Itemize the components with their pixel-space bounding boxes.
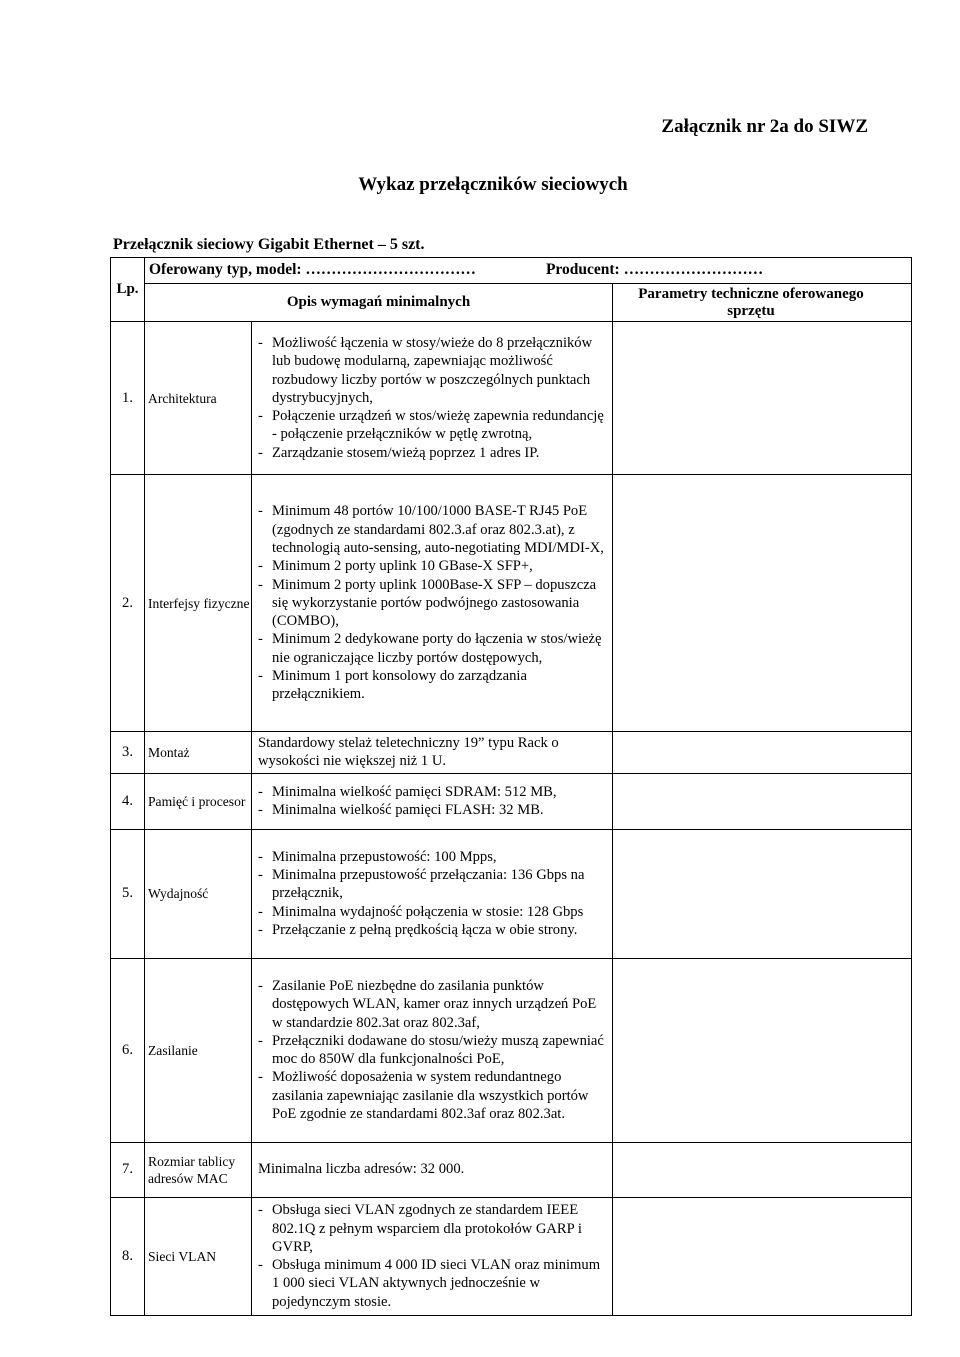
requirements-list: [258, 334, 610, 462]
list-item: - Minimalna wielkość pamięci FLASH: 32 MB.: [258, 801, 610, 819]
offered-parameters-cell[interactable]: [613, 773, 912, 829]
row-number: 4.: [111, 773, 145, 829]
requirements-rows: [111, 322, 912, 1316]
list-item: - Możliwość łączenia w stosy/wieże do 8 przełączników lub budowę modularną, zapewniając możliwość rozbudowy liczby portów w poszczególnych punktach dystrybucyjnych,: [258, 334, 610, 407]
requirements-list: [258, 502, 610, 703]
list-item: - Minimum 2 dedykowane porty do łączenia w stos/wieżę nie ograniczające liczby portów dostępowych,: [258, 630, 610, 667]
list-item: - Przełączanie z pełną prędkością łącza w obie strony.: [258, 921, 610, 939]
list-item: - Minimum 48 portów 10/100/1000 BASE-T RJ45 PoE (zgodnych ze standardami 802.3.af oraz 802.3.at), z technologią auto-sensing, auto-negotiating MDI/MDI-X,: [258, 502, 610, 557]
list-item: - Minimalna wydajność połączenia w stosie: 128 Gbps: [258, 903, 610, 921]
table-row: [111, 322, 912, 475]
row-number: 7.: [111, 1142, 145, 1197]
row-requirements: [252, 773, 613, 829]
requirements-list: [258, 848, 610, 939]
table-row: [111, 732, 912, 774]
offered-parameters-cell[interactable]: [613, 732, 912, 774]
list-item: - Minimalna przepustowość: 100 Mpps,: [258, 848, 610, 866]
document-subtitle: Przełącznik sieciowy Gigabit Ethernet – 5 szt.: [113, 236, 425, 253]
list-item: - Przełączniki dodawane do stosu/wieży muszą zapewniać moc do 850W dla funkcjonalności PoE,: [258, 1032, 610, 1069]
row-category: Interfejsy fizyczne: [145, 475, 252, 732]
list-item: - Minimum 1 port konsolowy do zarządzania przełącznikiem.: [258, 667, 610, 704]
row-requirements: [252, 1197, 613, 1315]
row-requirements: [252, 732, 613, 774]
row-number: 8.: [111, 1197, 145, 1315]
row-number: 3.: [111, 732, 145, 774]
table-row: [111, 1197, 912, 1315]
row-requirements: [252, 829, 613, 958]
requirement-text: Standardowy stelaż teletechniczny 19” typu Rack o wysokości nie większej niż 1 U.: [258, 735, 559, 770]
list-item: - Minimalna przepustowość przełączania: 136 Gbps na przełącznik,: [258, 866, 610, 903]
list-item: - Połączenie urządzeń w stos/wieżę zapewnia redundancję - połączenie przełączników w pętlę zwrotną,: [258, 407, 610, 444]
row-category: Sieci VLAN: [145, 1197, 252, 1315]
list-item: - Minimum 2 porty uplink 1000Base-X SFP – dopuszcza się wykorzystanie portów podwójnego zastosowania (COMBO),: [258, 576, 610, 631]
offered-parameters-cell[interactable]: [613, 829, 912, 958]
row-category: Pamięć i procesor: [145, 773, 252, 829]
offered-parameters-cell[interactable]: [613, 1142, 912, 1197]
requirements-list: [258, 977, 610, 1123]
row-requirements: [252, 958, 613, 1142]
offered-parameters-cell[interactable]: [613, 322, 912, 475]
row-category: Rozmiar tablicy adresów MAC: [145, 1142, 252, 1197]
producer-label: Producent: ………………………: [545, 261, 764, 279]
row-category: Wydajność: [145, 829, 252, 958]
list-item: - Zasilanie PoE niezbędne do zasilania punktów dostępowych WLAN, kamer oraz innych urządzeń PoE w standardzie 802.3at oraz 802.3af,: [258, 977, 610, 1032]
params-header: Parametry techniczne oferowanego sprzętu: [613, 284, 912, 322]
row-number: 1.: [111, 322, 145, 475]
table-row: [111, 958, 912, 1142]
list-item: - Możliwość doposażenia w system redundantnego zasilania zapewniając zasilanie dla wszystkich portów PoE zgodnie ze standardami 802.3af oraz 802.3at.: [258, 1068, 610, 1123]
list-item: - Obsługa sieci VLAN zgodnych ze standardem IEEE 802.1Q z pełnym wsparciem dla protokołów GARP i GVRP,: [258, 1201, 610, 1256]
list-item: - Minimalna wielkość pamięci SDRAM: 512 MB,: [258, 783, 610, 801]
list-item: - Zarządzanie stosem/wieżą poprzez 1 adres IP.: [258, 444, 610, 462]
requirements-list: [258, 783, 610, 820]
table-row: [111, 829, 912, 958]
document-title: Wykaz przełączników sieciowych: [358, 174, 628, 195]
row-requirements: [252, 322, 613, 475]
row-category: Montaż: [145, 732, 252, 774]
requirements-list: [258, 1201, 610, 1311]
requirements-header: Opis wymagań minimalnych: [145, 284, 613, 322]
row-number: 6.: [111, 958, 145, 1142]
list-item: - Obsługa minimum 4 000 ID sieci VLAN oraz minimum 1 000 sieci VLAN aktywnych jednocześnie w pojedynczym stosie.: [258, 1256, 610, 1311]
list-item: - Minimum 2 porty uplink 10 GBase-X SFP+,: [258, 557, 610, 575]
offered-parameters-cell[interactable]: [613, 1197, 912, 1315]
row-requirements: [252, 475, 613, 732]
table-row: [111, 773, 912, 829]
offered-parameters-cell[interactable]: [613, 958, 912, 1142]
offered-parameters-cell[interactable]: [613, 475, 912, 732]
row-category: Zasilanie: [145, 958, 252, 1142]
row-requirements: [252, 1142, 613, 1197]
lp-header: Lp.: [111, 258, 145, 322]
row-number: 5.: [111, 829, 145, 958]
annex-title: Załącznik nr 2a do SIWZ: [661, 116, 868, 137]
table-row: [111, 1142, 912, 1197]
requirement-text: Minimalna liczba adresów: 32 000.: [258, 1161, 465, 1178]
table-row: [111, 475, 912, 732]
offer-row: [145, 258, 912, 284]
requirements-table: [110, 257, 912, 1316]
offered-type-label: Oferowany typ, model: ……………………………: [149, 261, 476, 279]
row-category: Architektura: [145, 322, 252, 475]
row-number: 2.: [111, 475, 145, 732]
